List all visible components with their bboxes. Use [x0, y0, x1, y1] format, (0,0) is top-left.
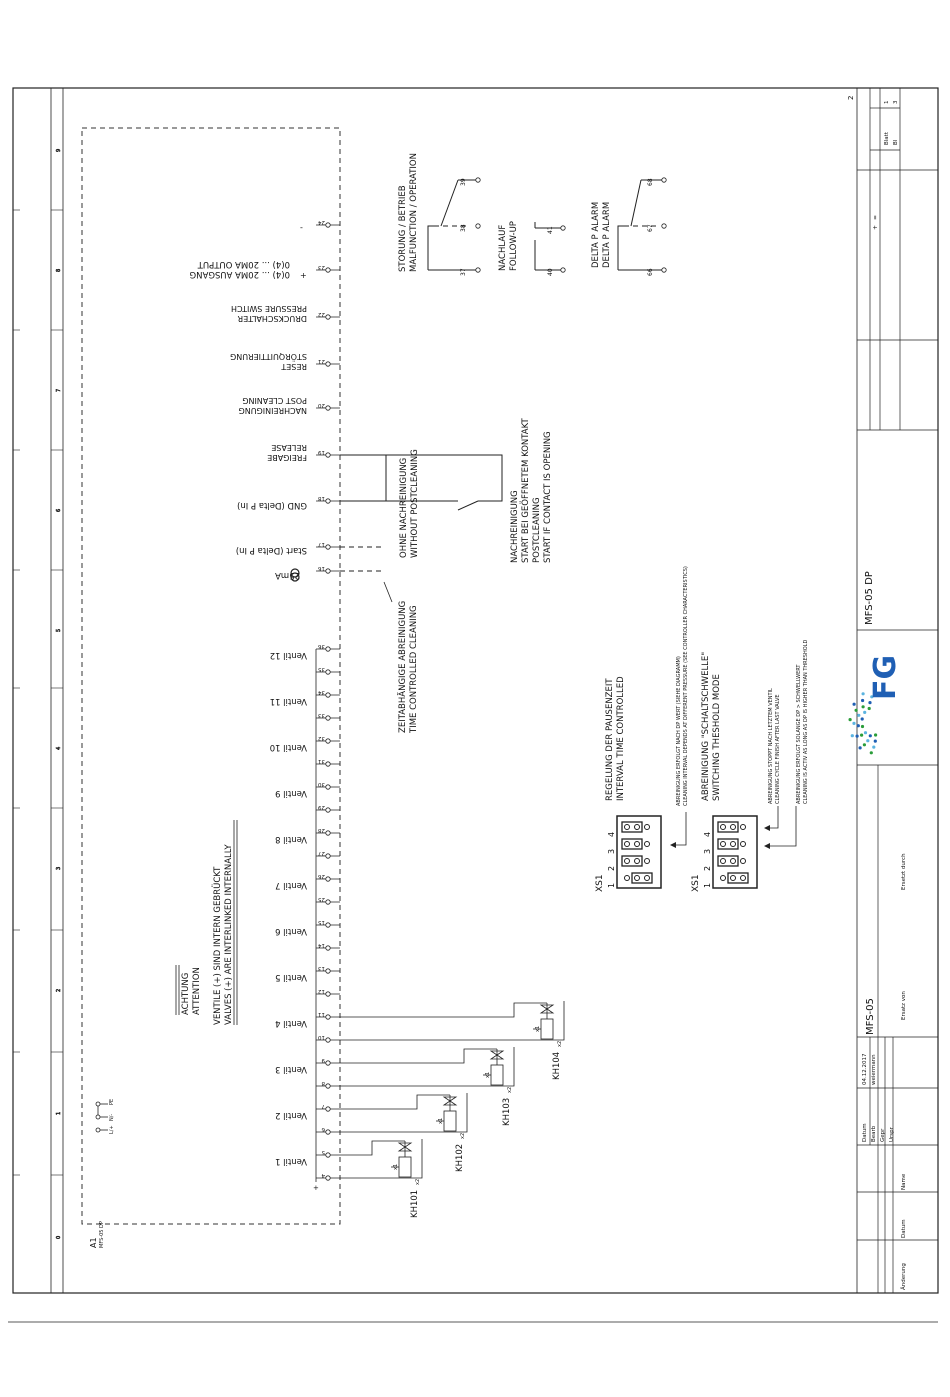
pin-number-10: 10 — [318, 1034, 325, 1040]
time-controlled-line2: TIME CONTROLLED CLEANING — [409, 605, 419, 733]
solenoid-x1: x1 — [393, 1163, 399, 1170]
module-sublabel: MFS-05 DP — [99, 1221, 105, 1248]
bl-number: 3 — [893, 100, 899, 104]
solenoid-x2: x2 — [507, 1086, 513, 1093]
pin-number-35: 35 — [318, 666, 325, 672]
jumper-block-threshold — [691, 640, 809, 892]
attention-line3: VENTILE (+) SIND INTERN GEBRÜCKT — [213, 866, 223, 1025]
pin-number-12: 12 — [318, 988, 325, 994]
pin-number-32: 32 — [318, 735, 325, 741]
jumper2-title: ABREINIGUNG "SCHALTSCHWELLE" — [701, 651, 711, 801]
without-post-line2: WITHOUT POSTCLEANING — [410, 449, 420, 558]
valve-label-7: Ventil 7 — [275, 880, 307, 890]
relay-pin-39: 39 — [460, 178, 467, 186]
solenoid-x2: x2 — [460, 1132, 466, 1139]
grid-number: 9 — [56, 148, 62, 152]
pin-number-36: 36 — [318, 643, 325, 649]
jumper2-header: XS1 — [691, 874, 701, 892]
ersatz-durch: Ersetzt durch — [901, 853, 907, 890]
grid-number: 4 — [56, 746, 62, 750]
jumper2-num3: 3 — [703, 848, 712, 854]
relay-pin-67: 67 — [647, 224, 654, 232]
datum2-label: Datum — [901, 1219, 907, 1238]
input-label-21: RESET — [281, 362, 307, 371]
pin-number-7: 7 — [321, 1103, 325, 1109]
analog-output-label: 0(4) ... 20MA AUSGANG — [189, 269, 290, 279]
logo-text: FG — [868, 654, 903, 700]
jumper1-note2: CLEANING INTERVAL DEPENDS AT DIFFERENT PRESSURE (SEE CONTROLLER CHARACTERISTICS) — [683, 566, 689, 806]
valve-label-2: Ventil 2 — [275, 1110, 307, 1120]
pin-number-25: 25 — [318, 896, 325, 902]
jumper2-note-a: ABREINIGUNG STOPPT NACH LETZTEM VENTIL — [768, 688, 774, 804]
relay-malfunction-title: STORUNG / BETRIEB — [398, 185, 408, 272]
input-label-20: NACHREINIGUNG — [238, 406, 307, 415]
pin-number-19: 19 — [318, 449, 325, 455]
grid-number: 2 — [56, 988, 62, 992]
attention-line4: VALVES (+) ARE INTERLINKED INTERNALLY — [224, 844, 234, 1025]
ersatz-von: Ersatz von — [901, 991, 907, 1020]
grid-number: 3 — [56, 866, 62, 870]
pin-number-33: 33 — [318, 712, 325, 718]
analog-output-minus: - — [300, 223, 303, 232]
solenoid-wiring — [340, 1001, 564, 1218]
module-label: A1 — [89, 1237, 98, 1248]
relay-follow-up — [498, 221, 565, 276]
module-terminals — [316, 219, 340, 1182]
pin-number-16: 16 — [318, 565, 325, 571]
drawing-number: MFS-05 — [865, 998, 876, 1035]
jumper1-num4: 4 — [607, 831, 616, 837]
jumper1-header: XS1 — [595, 874, 605, 892]
attention-note — [176, 820, 237, 1025]
jumper2-note-b: ABREINIGUNG ERFOLGT SOLANGE DP > SCHWELLWERT — [796, 664, 802, 804]
pin-number-5: 5 — [321, 1149, 325, 1155]
post-cleaning-line1: NACHREINIGUNG — [510, 490, 520, 563]
terminal-pe: PE — [109, 1098, 115, 1105]
jumper1-num1: 1 — [607, 882, 616, 888]
solenoid-tag-1: KH101 — [410, 1189, 420, 1218]
pin-number-9: 9 — [321, 1057, 325, 1063]
jumper2-note-b2: CLEANING IS ACTIV AS LONG AS DP IS HIGHER THAN THRESHOLD — [803, 639, 809, 804]
input-label-20b: POST CLEANING — [242, 396, 307, 405]
power-terminals — [96, 1099, 115, 1134]
pin-number-15: 15 — [318, 919, 325, 925]
jumper-block-interval — [595, 566, 689, 892]
solenoid-tag-3: KH103 — [502, 1097, 512, 1126]
input-label-22: DRUCKSCHALTER — [237, 314, 307, 323]
grid-number: 0 — [56, 1235, 62, 1239]
pin-number-4: 4 — [321, 1172, 325, 1178]
grid-number: 7 — [56, 388, 62, 392]
bearb-value: weiermann — [871, 1054, 877, 1085]
solenoid-x1: x1 — [485, 1071, 491, 1078]
relay-pin-37: 37 — [460, 268, 467, 276]
input-label-18: GND (Delta P In) — [237, 500, 307, 510]
relay-delta-p-title2: DELTA P ALARM — [602, 201, 612, 268]
valve-label-6: Ventil 6 — [275, 926, 307, 936]
relay-pin-38: 38 — [460, 224, 467, 232]
pin-number-30: 30 — [318, 781, 325, 787]
jumper2-num4: 4 — [703, 831, 712, 837]
post-cleaning-line3: POSTCLEANING — [532, 497, 542, 563]
plus-mark: + — [872, 224, 879, 230]
pin-number-22: 22 — [318, 311, 325, 317]
input-label-16: 25mA — [275, 570, 300, 580]
valve-label-8: Ventil 8 — [275, 834, 307, 844]
pin-number-20: 20 — [318, 402, 325, 408]
attention-line1: ACHTUNG — [181, 972, 191, 1015]
jumper1-title: REGELUNG DER PAUSENZEIT — [605, 678, 615, 801]
analog-output-label2: 0(4) ... 20MA OUTPUT — [197, 259, 290, 269]
terminal-n: N/- — [109, 1113, 115, 1121]
relay-pin-41: 41 — [547, 226, 554, 234]
drawing-title: MFS-05 DP — [864, 571, 875, 625]
input-labels — [230, 304, 307, 581]
jumper1-title2: INTERVAL TIME CONTROLLED — [616, 676, 626, 801]
urspr-label: Urspr — [889, 1127, 895, 1142]
valve-label-3: Ventil 3 — [275, 1064, 307, 1074]
blatt-number: 1 — [884, 100, 890, 104]
solenoid-x2: x2 — [557, 1040, 563, 1047]
bl-label: Bl — [893, 139, 899, 145]
relay-delta-p-title: DELTA P ALARM — [591, 201, 601, 268]
pin-number-34: 34 — [318, 689, 325, 695]
time-controlled-note — [340, 547, 419, 734]
relay-follow-up-title2: FOLLOW-UP — [509, 221, 519, 271]
pin-number-21: 21 — [318, 358, 325, 364]
pin-number-24: 24 — [318, 219, 325, 225]
pin-number-23: 23 — [318, 264, 325, 270]
valve-label-5: Ventil 5 — [275, 972, 307, 982]
valve-label-11: Ventil 11 — [269, 696, 307, 706]
grid-number: 5 — [56, 628, 62, 632]
valve-label-4: Ventil 4 — [275, 1018, 307, 1028]
pin-number-27: 27 — [318, 850, 325, 856]
name-label: Name — [901, 1173, 907, 1190]
grid-markers — [13, 149, 63, 1239]
pin-number-11: 11 — [318, 1011, 325, 1017]
analog-output-plus: + — [300, 271, 307, 280]
aenderung-label: Änderung — [901, 1263, 907, 1290]
module-boundary — [82, 128, 340, 1224]
relay-malfunction-title2: MALFUNCTION / OPERATION — [409, 153, 419, 272]
valve-label-9: Ventil 9 — [275, 788, 307, 798]
jumper2-note-a2: CLEANING CYCLE FINISH AFTER LAST VALVE — [775, 694, 781, 804]
input-label-17: Start (Delta P In) — [235, 545, 307, 555]
jumper1-num3: 3 — [607, 848, 616, 854]
gepr-label: Gepr — [880, 1128, 886, 1142]
valve-labels — [270, 650, 307, 1166]
jumper2-num2: 2 — [703, 865, 712, 871]
pin-number-28: 28 — [318, 827, 325, 833]
solenoid-tag-2: KH102 — [455, 1143, 465, 1172]
relay-pin-68: 68 — [647, 178, 654, 186]
input-label-19b: RELEASE — [271, 443, 307, 452]
relay-pin-40: 40 — [547, 268, 554, 276]
pin-number-17: 17 — [318, 541, 325, 547]
solenoid-x1: x1 — [535, 1025, 541, 1032]
relay-pin-66: 66 — [647, 268, 654, 276]
datum-label: Datum — [862, 1123, 868, 1142]
valve-common-plus: + — [313, 1184, 319, 1192]
pin-number-14: 14 — [318, 942, 325, 948]
terminal-l: L/+ — [109, 1125, 115, 1134]
valve-label-12: Ventil 12 — [269, 650, 307, 660]
relay-malfunction — [398, 153, 480, 276]
input-label-19: FREIGABE — [267, 453, 307, 462]
jumper2-num1: 1 — [703, 882, 712, 888]
eq-mark: = — [872, 214, 879, 220]
post-cleaning-line4: START IF CONTACT IS OPENING — [543, 431, 553, 563]
input-label-21b: STÖRQUITTIERUNG — [230, 352, 307, 361]
jumper1-num2: 2 — [607, 865, 616, 871]
input-label-22b: PRESSURE SWITCH — [231, 304, 307, 313]
without-post-line1: OHNE NACHREINIGUNG — [399, 457, 409, 558]
solenoid-x2: x2 — [415, 1178, 421, 1185]
blatt-label: Blatt — [884, 132, 890, 145]
page-number: 2 — [847, 95, 855, 100]
solenoid-x1: x1 — [438, 1117, 444, 1124]
pin-number-29: 29 — [318, 804, 325, 810]
grid-number: 8 — [56, 268, 62, 272]
pin-number-18: 18 — [318, 495, 325, 501]
post-cleaning-line2: START BEI GEÖFFNETEM KONTAKT — [521, 418, 531, 563]
pin-number-13: 13 — [318, 965, 325, 971]
datum-value: 04.12.2017 — [862, 1053, 868, 1085]
relay-delta-p — [591, 178, 666, 276]
bearb-label: Bearb — [871, 1125, 877, 1142]
solenoid-tag-4: KH104 — [552, 1051, 562, 1080]
pin-number-26: 26 — [318, 873, 325, 879]
pin-number-6: 6 — [321, 1126, 325, 1132]
jumper2-title2: SWITCHING THESHOLD MODE — [712, 674, 722, 801]
grid-number: 6 — [56, 508, 62, 512]
pin-number-8: 8 — [321, 1080, 325, 1086]
without-post-note — [340, 449, 420, 558]
pin-number-31: 31 — [318, 758, 325, 764]
time-controlled-line1: ZEITABHÄNGIGE ABREINIGUNG — [398, 600, 408, 733]
jumper1-note: ABREINIGUNG ERFOLGT NACH DP WERT (SIEHE DIAGRAMM) — [676, 656, 682, 806]
valve-label-10: Ventil 10 — [269, 742, 307, 752]
valve-label-1: Ventil 1 — [275, 1156, 307, 1166]
grid-number: 1 — [56, 1111, 62, 1115]
attention-line2: ATTENTION — [192, 967, 202, 1015]
relay-follow-up-title: NACHLAUF — [498, 224, 508, 271]
